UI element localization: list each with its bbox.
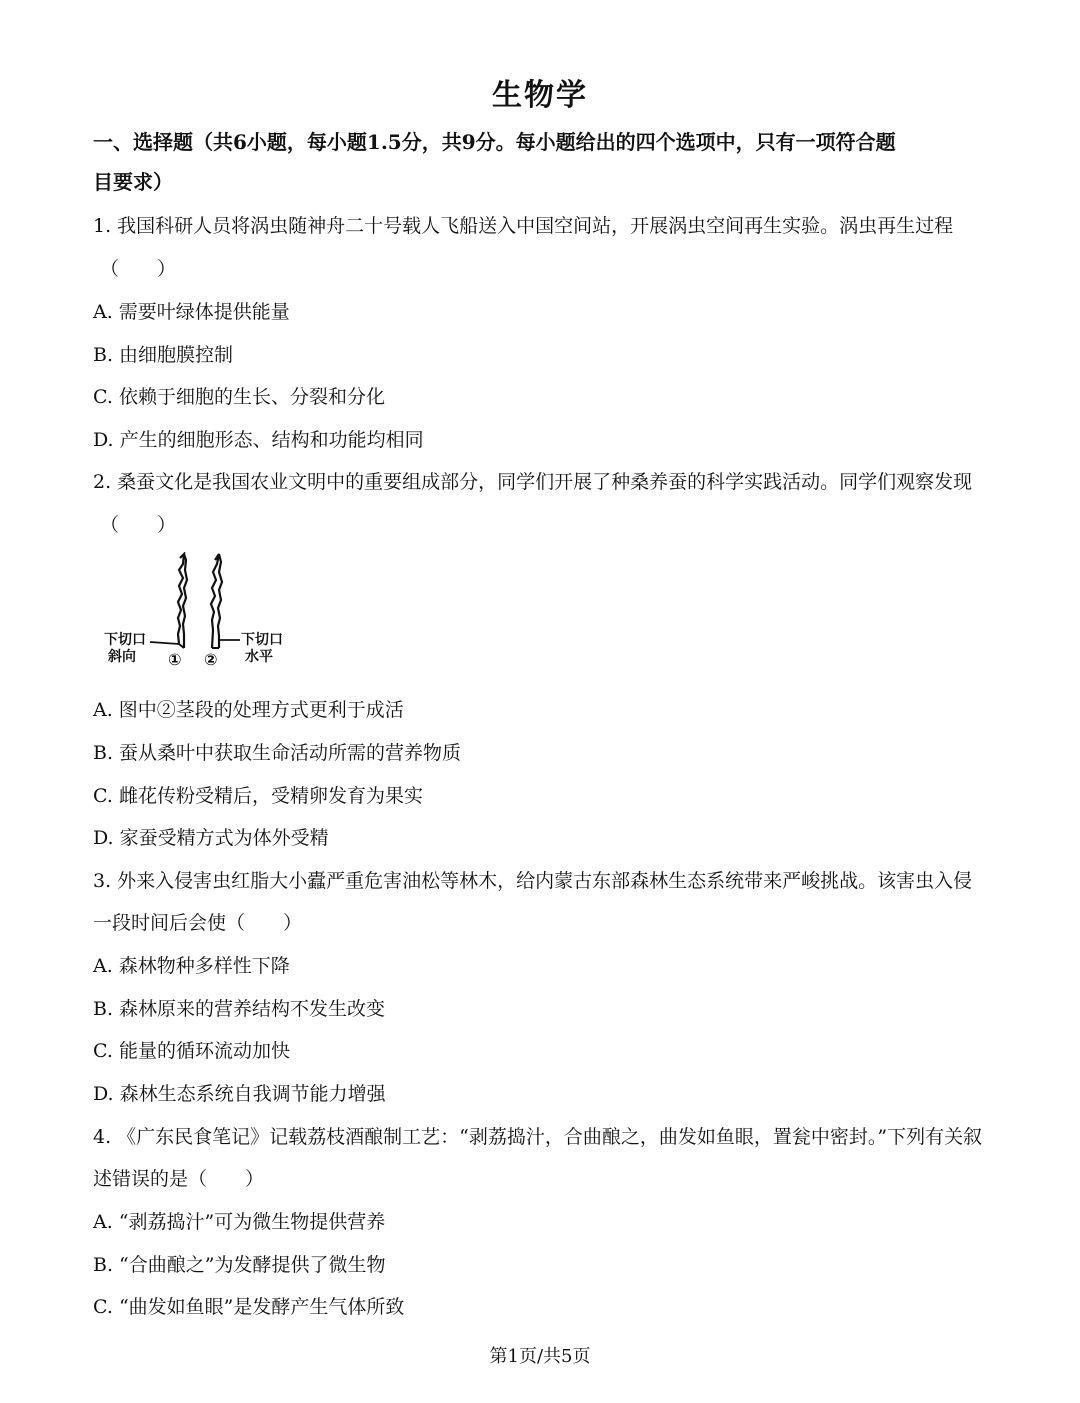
question-4-option-a: A. “剥荔捣汁”可为微生物提供营养 — [93, 1211, 386, 1233]
right-label-top: 下切口 — [241, 632, 283, 648]
question-3-option-a: A. 森林物种多样性下降 — [93, 955, 290, 977]
stem-1-right-edge — [183, 554, 187, 648]
section-heading — [93, 122, 998, 202]
question-3-option-d: D. 森林生态系统自我调节能力增强 — [93, 1083, 386, 1105]
right-label-bottom: 水平 — [245, 649, 273, 665]
question-2-answer-paren: （ ） — [100, 514, 177, 536]
section-heading-line-2: 目要求） — [93, 170, 173, 194]
question-1-option-a: A. 需要叶绿体提供能量 — [93, 301, 290, 323]
question-1-answer-paren: （ ） — [100, 258, 177, 280]
stem-2-marker: ② — [204, 650, 218, 669]
left-leader-line — [150, 642, 179, 644]
stem-cutting-figure — [100, 552, 300, 672]
question-2-option-c: C. 雌花传粉受精后，受精卵发育为果实 — [93, 785, 423, 807]
question-1-stem: 1. 我国科研人员将涡虫随神舟二十号载人飞船送入中国空间站，开展涡虫空间再生实验。涡虫再生过程 — [93, 215, 954, 237]
question-4-stem-line-1: 4. 《广东民食笔记》记载荔枝酒酿制工艺：“剥荔捣汁，合曲酿之，曲发如鱼眼，置瓮中密封。”下列有关叙 — [93, 1126, 983, 1148]
left-label-top: 下切口 — [104, 632, 146, 648]
question-1-option-c: C. 依赖于细胞的生长、分裂和分化 — [93, 386, 385, 408]
question-2-stem: 2. 桑蚕文化是我国农业文明中的重要组成部分，同学们开展了种桑养蚕的科学实践活动。同学们观察发现 — [93, 471, 973, 493]
page-footer: 第1页/共5页 — [489, 1346, 591, 1367]
question-3-option-c: C. 能量的循环流动加快 — [93, 1040, 290, 1062]
question-2-option-d: D. 家蚕受精方式为体外受精 — [93, 827, 329, 849]
question-3-stem-line-1: 3. 外来入侵害虫红脂大小蠹严重危害油松等林木，给内蒙古东部森林生态系统带来严峻挑战。该害虫入侵 — [93, 870, 973, 892]
stem-1-marker: ① — [168, 650, 182, 669]
question-1-option-b: B. 由细胞膜控制 — [93, 344, 234, 366]
left-label-bottom: 斜向 — [108, 649, 136, 665]
question-4-option-c: C. “曲发如鱼眼”是发酵产生气体所致 — [93, 1296, 405, 1318]
question-2-option-b: B. 蚕从桑叶中获取生命活动所需的营养物质 — [93, 742, 462, 764]
question-4-stem-line-2: 述错误的是（ ） — [93, 1168, 265, 1190]
stem-2-right-edge — [218, 554, 222, 648]
question-2-option-a: A. 图中②茎段的处理方式更利于成活 — [93, 699, 404, 721]
page-title: 生物学 — [492, 78, 588, 113]
question-3-option-b: B. 森林原来的营养结构不发生改变 — [93, 998, 386, 1020]
section-heading-line-1: 一、选择题（共6小题，每小题1.5分，共9分。每小题给出的四个选项中，只有一项符合题 — [93, 130, 896, 154]
question-3-stem-line-2: 一段时间后会使（ ） — [93, 912, 303, 934]
question-1-option-d: D. 产生的细胞形态、结构和功能均相同 — [93, 429, 424, 451]
question-4-option-b: B. “合曲酿之”为发酵提供了微生物 — [93, 1254, 386, 1276]
